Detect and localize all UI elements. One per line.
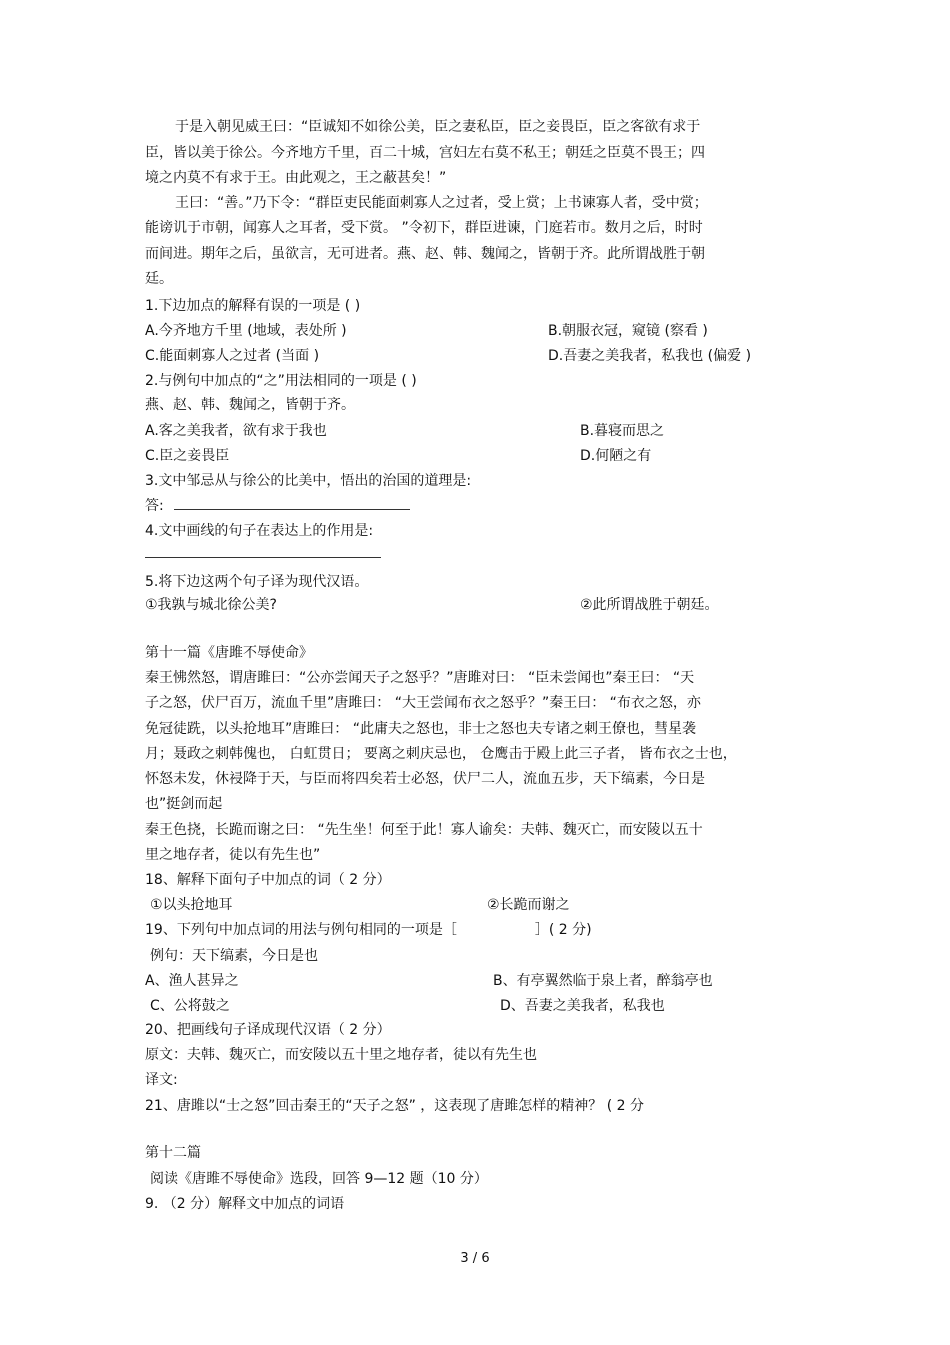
question-19-example: 例句：天下缟素，今日是也	[150, 948, 318, 964]
question-4-answer	[145, 543, 381, 564]
answer-label: 答:	[145, 498, 164, 514]
question-20-original: 原文：夫韩、魏灭亡，而安陵以五十里之地存者，徒以有先生也	[145, 1047, 537, 1063]
answer-blank	[174, 495, 410, 510]
passage-line: 廷。	[145, 271, 173, 287]
question-19-option-c: C、公将鼓之	[150, 998, 230, 1014]
passage-line: 里之地存者，徒以有先生也”	[145, 847, 321, 863]
question-5-stem: 5.将下边这两个句子译为现代汉语。	[145, 574, 369, 590]
question-2-option-c: C.臣之妾畏臣	[145, 448, 230, 464]
section-12-title: 第十二篇	[145, 1145, 201, 1161]
question-2-option-a: A.客之美我者，欲有求于我也	[145, 423, 327, 439]
question-5-sentence-1: ①我孰与城北徐公美?	[145, 597, 277, 613]
page-number: 3 / 6	[460, 1251, 490, 1266]
question-19-stem-text: 19、下列句中加点词的用法与例句相同的一项是［	[145, 922, 457, 938]
passage-line: 秦王怫然怒，谓唐雎曰：“公亦尝闻天子之怒乎？”唐雎对曰： “臣未尝闻也”秦王曰： “天	[145, 670, 695, 686]
question-1-option-d: D.吾妻之美我者，私我也 (偏爱 )	[548, 348, 752, 364]
passage-line: 境之内莫不有求于王。由此观之，王之蔽甚矣！”	[145, 170, 447, 186]
question-19-option-b: B、有亭翼然临于泉上者，醉翁亭也	[493, 973, 713, 989]
question-20-translation-label: 译文:	[145, 1072, 178, 1088]
question-1-option-b: B.朝服衣冠，窥镜 (察看 )	[548, 323, 708, 339]
question-20-stem: 20、把画线句子译成现代汉语（ 2 分）	[145, 1022, 391, 1038]
passage-line: 月；聂政之刺韩傀也， 白虹贯日； 要离之刺庆忌也， 仓鹰击于殿上此三子者， 皆布衣之士也，	[145, 746, 737, 762]
question-1-stem: 1.下边加点的解释有误的一项是 ( )	[145, 298, 361, 314]
question-4-stem: 4.文中画线的句子在表达上的作用是:	[145, 523, 374, 539]
question-3-answer	[145, 495, 410, 516]
section-12-instruction: 阅读《唐雎不辱使命》选段，回答 9—12 题（10 分）	[150, 1171, 488, 1187]
passage-line: 能谤讥于市朝，闻寡人之耳者，受下赏。 ”令初下，群臣进谏，门庭若市。数月之后，时时	[145, 220, 703, 236]
question-2-example: 燕、赵、韩、魏闻之，皆朝于齐。	[145, 397, 355, 413]
passage-line: 免冠徒跣，以头抢地耳”唐雎曰： “此庸夫之怒也，非士之怒也夫专诸之刺王僚也，彗星袭	[145, 721, 696, 737]
passage-line: 子之怒，伏尸百万，流血千里”唐雎曰： “大王尝闻布衣之怒乎？”秦王曰： “布衣之怒，亦	[145, 695, 701, 711]
passage-line: 秦王色挠，长跪而谢之曰： “先生坐！何至于此！寡人谕矣：夫韩、魏灭亡，而安陵以五十	[145, 822, 703, 838]
question-5-sentence-2: ②此所谓战胜于朝廷。	[580, 597, 719, 613]
question-1-option-a: A.今齐地方千里 (地域，表处所 )	[145, 323, 347, 339]
question-19-stem	[145, 920, 592, 940]
passage-line: 怀怒未发，休祲降于天，与臣而将四矣若士必怒，伏尸二人，流血五步，天下缟素，今日是	[145, 771, 705, 787]
question-21-stem: 21、唐雎以“士之怒”回击秦王的“天子之怒” ，这表现了唐雎怎样的精神？ ( 2 分	[145, 1098, 644, 1114]
question-2-option-b: B.暮寝而思之	[580, 423, 665, 439]
question-19-option-a: A、渔人甚异之	[145, 973, 239, 989]
question-2-option-d: D.何陋之有	[580, 448, 652, 464]
question-3-stem: 3.文中邹忌从与徐公的比美中，悟出的治国的道理是:	[145, 473, 472, 489]
passage-line: 而间进。期年之后，虽欲言，无可进者。燕、赵、韩、魏闻之，皆朝于齐。此所谓战胜于朝	[145, 246, 705, 262]
passage-line: 臣，皆以美于徐公。今齐地方千里，百二十城，宫妇左右莫不私王；朝廷之臣莫不畏王；四	[145, 145, 705, 161]
question-18-sentence-2: ②长跪而谢之	[487, 897, 570, 913]
question-19-stem-points: ］( 2 分)	[534, 922, 592, 938]
passage-line: 王曰：“善。”乃下令：“群臣吏民能面刺寡人之过者，受上赏；上书谏寡人者，受中赏；	[175, 195, 708, 211]
passage-line: 也”挺剑而起	[145, 796, 223, 812]
question-19-option-d: D、吾妻之美我者，私我也	[500, 998, 665, 1014]
question-18-sentence-1: ①以头抢地耳	[150, 897, 233, 913]
passage-line: 于是入朝见威王曰：“臣诚知不如徐公美，臣之妻私臣，臣之妾畏臣，臣之客欲有求于	[175, 119, 701, 135]
section-11-title: 第十一篇《唐雎不辱使命》	[145, 645, 313, 661]
answer-blank	[145, 543, 381, 558]
question-2-stem: 2.与例句中加点的“之”用法相同的一项是 ( )	[145, 373, 417, 389]
question-1-option-c: C.能面刺寡人之过者 (当面 )	[145, 348, 320, 364]
question-18-stem: 18、解释下面句子中加点的词（ 2 分）	[145, 872, 391, 888]
question-9-stem: 9. （2 分）解释文中加点的词语	[145, 1196, 345, 1212]
